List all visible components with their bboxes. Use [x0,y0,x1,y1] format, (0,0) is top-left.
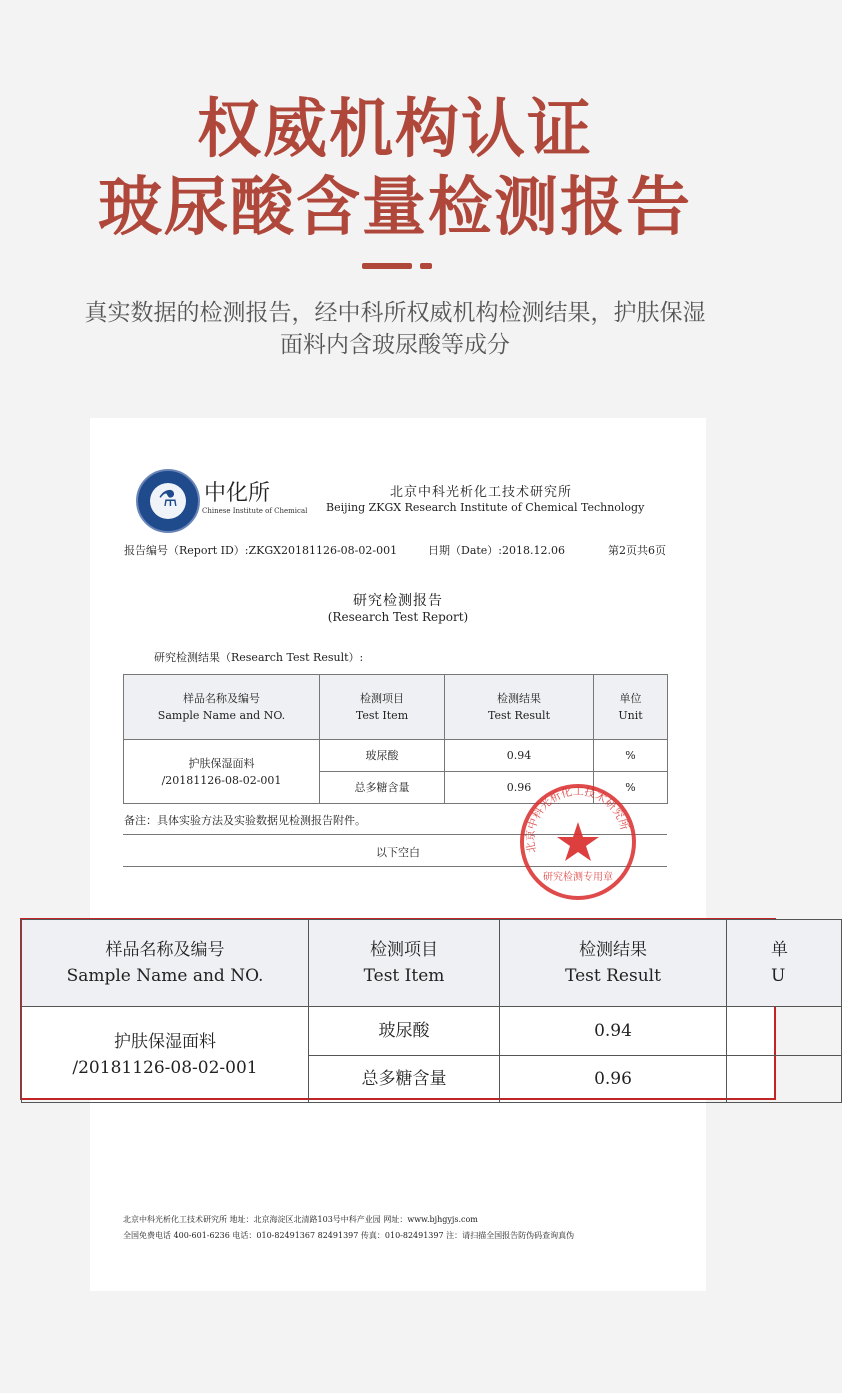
result-cell: 0.96 [445,772,594,804]
zoom-header-unit: 单 U [727,920,842,1007]
report-document [90,418,706,1291]
zoom-header-sample: 样品名称及编号 Sample Name and NO. [22,920,309,1007]
result-cell: 0.94 [445,740,594,772]
page-title-line1: 权威机构认证 [197,93,593,167]
report-title-cn: 研究检测报告 [353,593,443,609]
subtitle-line1: 真实数据的检测报告，经中科所权威机构检测结果，护肤保湿 [84,300,706,326]
institute-name-cn: 北京中科光析化工技术研究所 [390,485,573,500]
table-row [22,1007,842,1056]
footer-line1: 北京中科光析化工技术研究所 地址：北京海淀区北清路103号中科产业园 网址：www.bjhgyjs.com [123,1215,478,1224]
page-number: 第2页共6页 [608,544,666,557]
institute-name-en: Beijing ZKGX Research Institute of Chemical Technology [326,501,645,514]
zoom-result-cell: 0.96 [500,1056,727,1103]
zoomed-result-table [21,919,842,1103]
zoom-unit-cell [727,1007,842,1056]
official-stamp-icon [518,782,638,902]
subtitle-line2: 面料内含玻尿酸等成分 [280,332,510,358]
logo-name: 中化所 [204,481,271,506]
item-cell: 玻尿酸 [320,740,445,772]
zoom-header-item: 检测项目 Test Item [309,920,500,1007]
zoom-header-result: 检测结果 Test Result [500,920,727,1007]
unit-cell: % [594,772,668,804]
zoom-result-cell: 0.94 [500,1007,727,1056]
result-label: 研究检测结果（Research Test Result）: [154,651,364,664]
sample-cell: 护肤保湿面料 /20181126-08-02-001 [124,740,320,804]
zoom-unit-cell [727,1056,842,1103]
report-note: 备注：具体实验方法及实验数据见检测报告附件。 [124,814,366,827]
page-title-line2: 玻尿酸含量检测报告 [98,171,692,245]
stamp-text: 北京中科光析化工技术研究所 [523,784,632,854]
zoom-sample-cell: 护肤保湿面料 /20181126-08-02-001 [22,1007,309,1103]
divider-dash [362,263,412,269]
stamp-bottom-text: 研究检测专用章 [543,872,613,883]
unit-cell: % [594,740,668,772]
item-cell: 总多糖含量 [320,772,445,804]
blank-below: 以下空白 [376,846,420,859]
zoom-item-cell: 总多糖含量 [309,1056,500,1103]
institute-logo-icon: ⚗ [136,469,200,533]
report-id: 报告编号（Report ID）:ZKGX20181126-08-02-001 [124,544,398,557]
table-row [124,740,668,772]
header-result: 检测结果 Test Result [445,675,594,740]
header-item: 检测项目 Test Item [320,675,445,740]
header-sample: 样品名称及编号 Sample Name and NO. [124,675,320,740]
footer-line2: 全国免费电话 400-601-6236 电话：010-82491367 82491397 传真：010-82491397 注：请扫描全国报告防伪码查询真伪 [123,1231,575,1240]
zoomed-result-highlight [20,918,788,1100]
report-date: 日期（Date）:2018.12.06 [428,544,565,557]
report-title-en: (Research Test Report) [327,610,469,624]
zoom-item-cell: 玻尿酸 [309,1007,500,1056]
divider-dot [420,263,432,269]
logo-english: Chinese Institute of Chemical [202,507,308,515]
header-unit: 单位 Unit [594,675,668,740]
